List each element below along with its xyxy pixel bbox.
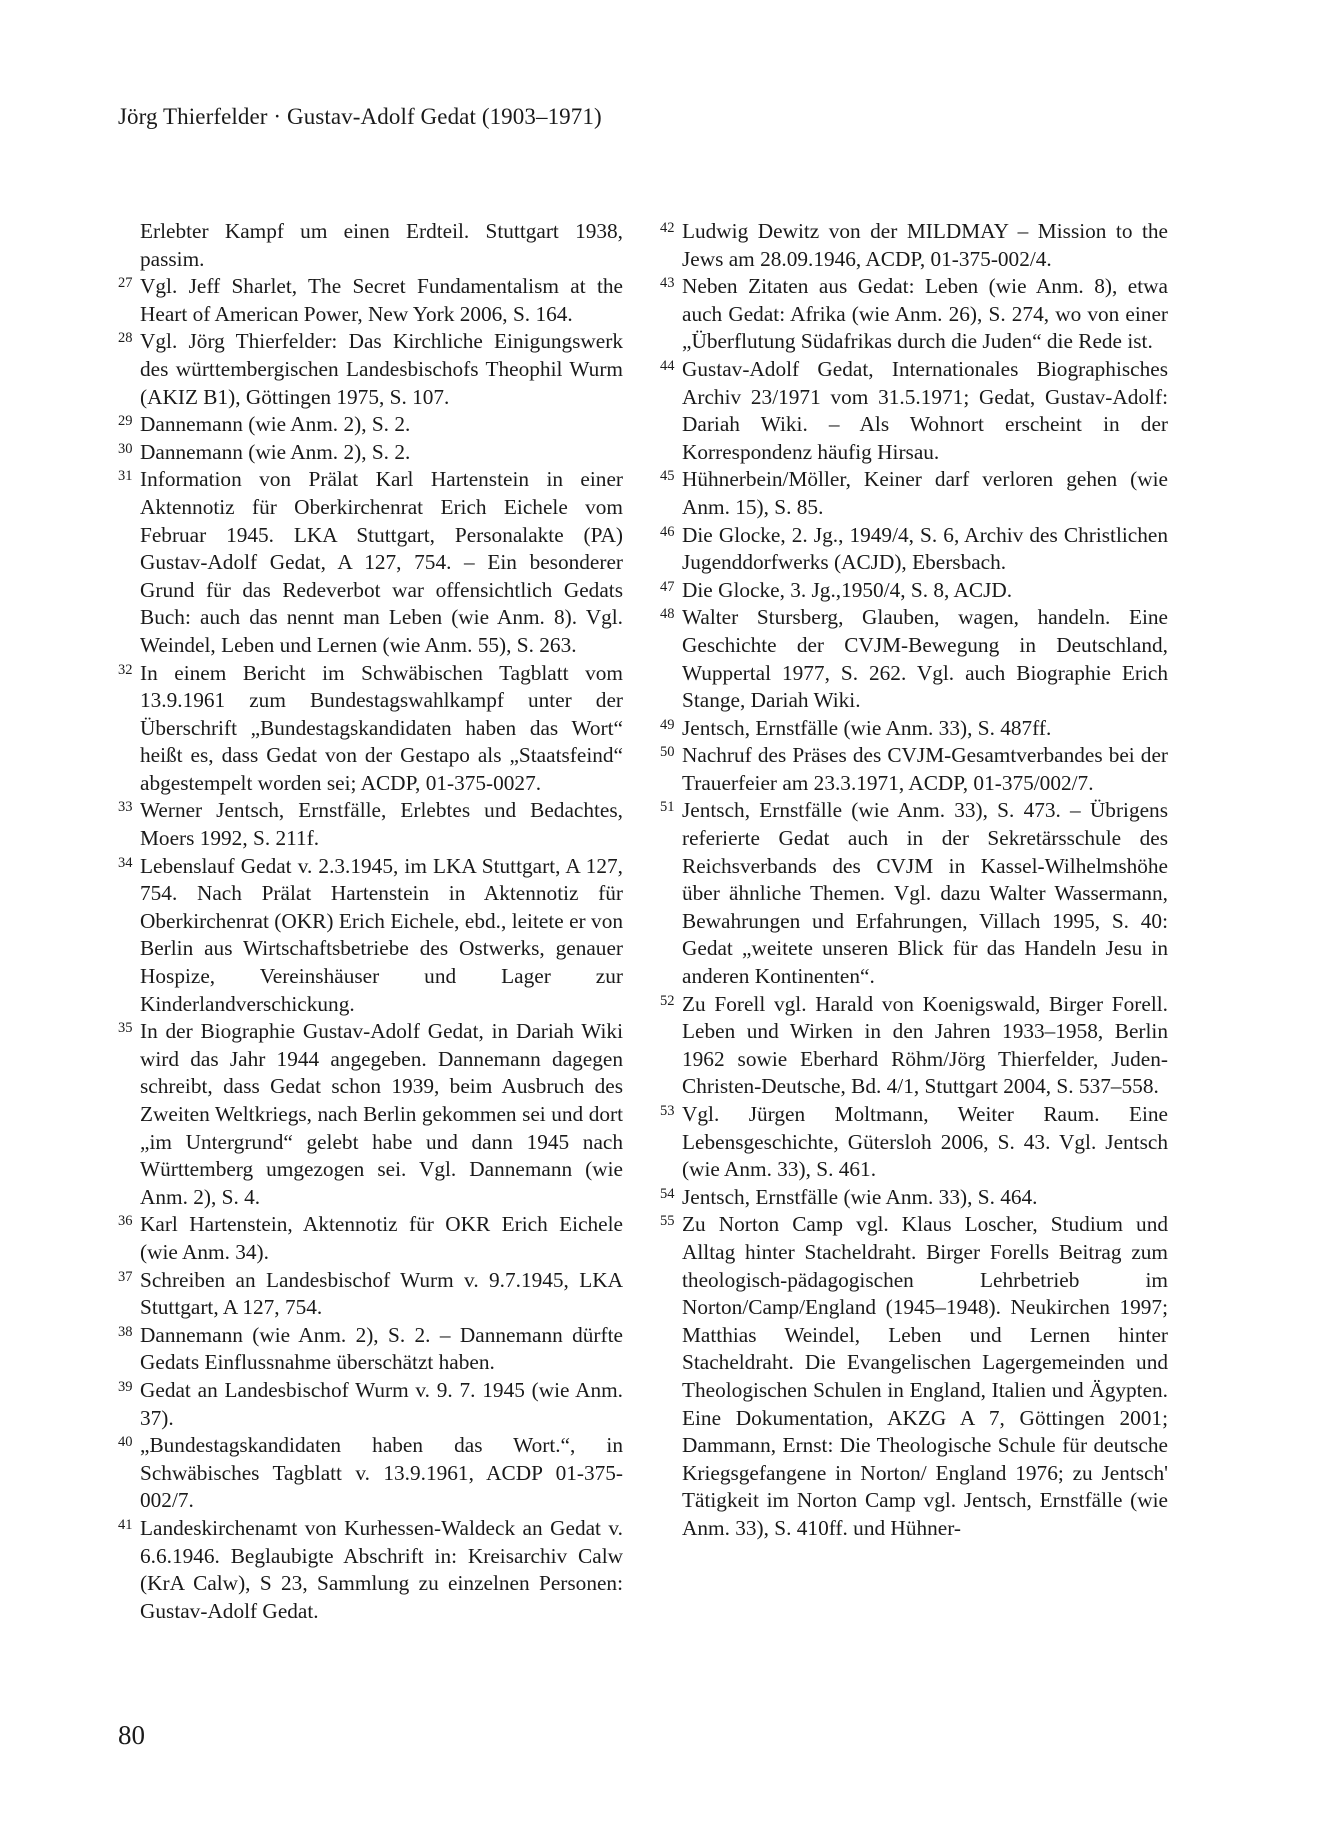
- footnote-53: [660, 1101, 1168, 1184]
- footnote-45: [660, 466, 1168, 521]
- footnote-text: Lebenslauf Gedat v. 2.3.1945, im LKA Stuttgart, A 127, 754. Nach Prälat Hartenstein in Aktennotiz für Oberkirchenrat (OKR) Erich Eichele, ebd., leitete er von Berlin aus Wirtschaftsbetriebe des Ostwerks, genauer Hospize, Vereinshäuser und Lager zur Kinderlandverschickung.: [140, 853, 623, 1016]
- footnote-number: 29: [118, 413, 133, 430]
- footnote-37: [118, 1267, 623, 1322]
- footnote-text: Jentsch, Ernstfälle (wie Anm. 33), S. 487ff.: [682, 715, 1052, 740]
- footnote-text: Walter Stursberg, Glauben, wagen, handeln. Eine Geschichte der CVJM-Bewegung in Deutschland, Wuppertal 1977, S. 262. Vgl. auch Biographie Erich Stange, Dariah Wiki.: [682, 605, 1168, 713]
- footnote-text: Hühnerbein/Möller, Keiner darf verloren gehen (wie Anm. 15), S. 85.: [682, 467, 1168, 519]
- footnotes-right-column: [660, 218, 1168, 1543]
- footnote-38: [118, 1322, 623, 1377]
- footnote-number: 46: [660, 523, 675, 540]
- footnote-number: 28: [118, 330, 133, 347]
- running-head: Jörg Thierfelder · Gustav-Adolf Gedat (1903–1971): [118, 104, 602, 129]
- footnote-35: [118, 1018, 623, 1211]
- footnote-number: 53: [660, 1103, 675, 1119]
- footnote-number: 36: [118, 1213, 133, 1230]
- footnote-text: Gustav-Adolf Gedat, Internationales Biographisches Archiv 23/1971 vom 31.5.1971; Gedat, Gustav-Adolf: Dariah Wiki. – Als Wohnort erscheint in der Korrespondenz häufig Hirsau.: [682, 356, 1168, 464]
- footnote-number: 38: [118, 1323, 133, 1340]
- footnote-text: Die Glocke, 3. Jg.,1950/4, S. 8, ACJD.: [682, 577, 1013, 602]
- footnote-41: [118, 1515, 623, 1625]
- footnote-number: 27: [118, 275, 133, 292]
- footnote-text: Gedat an Landesbischof Wurm v. 9. 7. 1945 (wie Anm. 37).: [140, 1377, 623, 1430]
- footnote-number: 32: [118, 661, 133, 678]
- footnote-40: [118, 1432, 623, 1515]
- footnote-52: [660, 991, 1168, 1101]
- footnote-49: [660, 715, 1168, 743]
- footnote-text: Zu Forell vgl. Harald von Koenigswald, Birger Forell. Leben und Wirken in den Jahren 1933–1958, Berlin 1962 sowie Eberhard Röhm/Jörg Thierfelder, Juden-Christen-Deutsche, Bd. 4/1, Stuttgart 2004, S. 537–558.: [682, 991, 1168, 1099]
- footnote-text: Vgl. Jörg Thierfelder: Das Kirchliche Einigungswerk des württembergischen Landesbischofs Theophil Wurm (AKIZ B1), Göttingen 1975, S. 107.: [140, 329, 623, 409]
- footnote-number: 40: [118, 1434, 133, 1451]
- footnote-29: [118, 411, 623, 439]
- footnote-47: [660, 577, 1168, 605]
- footnote-text: Jentsch, Ernstfälle (wie Anm. 33), S. 473. – Übrigens referierte Gedat auch in der Sekretärsschule des Reichsverbands des CVJM in Kassel-Wilhelmshöhe über ähnliche Themen. Vgl. dazu Walter Wassermann, Bewahrungen und Erfahrungen, Villach 1995, S. 40: Gedat „weitete unseren Blick für das Handeln Jesu in anderen Kontinenten“.: [682, 798, 1168, 989]
- footnote-36: [118, 1211, 623, 1266]
- footnote-number: 33: [118, 799, 133, 816]
- footnote-54: [660, 1184, 1168, 1212]
- footnote-text: Nachruf des Präses des CVJM-Gesamtverbandes bei der Trauerfeier am 23.3.1971, ACDP, 01-375/002/7.: [682, 743, 1168, 795]
- footnote-text: Schreiben an Landesbischof Wurm v. 9.7.1945, LKA Stuttgart, A 127, 754.: [140, 1267, 623, 1320]
- footnote-48: [660, 604, 1168, 714]
- footnote-number: 44: [660, 357, 675, 374]
- footnote-number: 50: [660, 744, 675, 761]
- footnote-text: Vgl. Jeff Sharlet, The Secret Fundamentalism at the Heart of American Power, New York 2006, S. 164.: [140, 274, 623, 326]
- footnote-28: [118, 328, 623, 411]
- footnote-continuation: Erlebter Kampf um einen Erdteil. Stuttgart 1938, passim.: [140, 219, 623, 271]
- footnote-43: [660, 273, 1168, 356]
- footnote-number: 39: [118, 1378, 133, 1395]
- footnote-46: [660, 522, 1168, 577]
- footnote-42: [660, 218, 1168, 273]
- footnote-31: [118, 466, 623, 659]
- footnote-text: „Bundestagskandidaten haben das Wort.“, in Schwäbisches Tagblatt v. 13.9.1961, ACDP 01-375-002/7.: [140, 1433, 623, 1513]
- footnote-55: [660, 1211, 1168, 1542]
- footnote-number: 35: [118, 1020, 133, 1037]
- footnotes-left-column: [118, 218, 623, 1625]
- footnote-number: 45: [660, 468, 675, 485]
- footnote-text: Information von Prälat Karl Hartenstein in einer Aktennotiz für Oberkirchenrat Erich Eichele vom Februar 1945. LKA Stuttgart, Personalakte (PA) Gustav-Adolf Gedat, A 127, 754. – Ein besonderer Grund für das Redeverbot war offensichtlich Gedats Buch: auch das nennt man Leben (wie Anm. 8). Vgl. Weindel, Leben und Lernen (wie Anm. 55), S. 263.: [140, 467, 623, 657]
- footnote-number: 41: [118, 1516, 133, 1533]
- footnote-list-left: [118, 273, 623, 1625]
- footnote-text: Zu Norton Camp vgl. Klaus Loscher, Studium und Alltag hinter Stacheldraht. Birger Forells Beitrag zum theologisch-pädagogischen Lehrbetrieb im Norton/Camp/England (1945–1948). Neukirchen 1997; Matthias Weindel, Leben und Lernen hinter Stacheldraht. Die Evangelischen Lagergemeinden und Theologischen Schulen in England, Italien und Ägypten. Eine Dokumentation, AKZG A 7, Göttingen 2001; Dammann, Ernst: Die Theologische Schule für deutsche Kriegsgefangene in Norton/ England 1976; zu Jentsch' Tätigkeit im Norton Camp vgl. Jentsch, Ernstfälle (wie Anm. 33), S. 410ff. und Hühner-: [682, 1212, 1168, 1540]
- footnote-50: [660, 742, 1168, 797]
- footnote-text: Karl Hartenstein, Aktennotiz für OKR Erich Eichele (wie Anm. 34).: [140, 1212, 623, 1264]
- footnote-number: 49: [660, 716, 675, 733]
- footnote-number: 51: [660, 799, 675, 816]
- page-number: 80: [118, 1720, 145, 1750]
- footnote-27: [118, 273, 623, 328]
- footnote-44: [660, 356, 1168, 466]
- footnote-51: [660, 797, 1168, 990]
- footnote-number: 52: [660, 992, 675, 1009]
- footnote-text: Landeskirchenamt von Kurhessen-Waldeck an Gedat v. 6.6.1946. Beglaubigte Abschrift in: Kreisarchiv Calw (KrA Calw), S 23, Sammlung zu einzelnen Personen: Gustav-Adolf Gedat.: [140, 1515, 623, 1623]
- footnote-number: 31: [118, 468, 133, 485]
- footnote-number: 47: [660, 578, 675, 595]
- footnote-list-right: [660, 218, 1168, 1543]
- footnote-number: 48: [660, 606, 675, 623]
- footnote-text: Ludwig Dewitz von der MILDMAY – Mission to the Jews am 28.09.1946, ACDP, 01-375-002/4.: [682, 219, 1168, 271]
- footnote-number: 42: [660, 220, 675, 236]
- footnote-text: Dannemann (wie Anm. 2), S. 2.: [140, 439, 411, 464]
- footnote-number: 54: [660, 1185, 675, 1202]
- footnote-text: Dannemann (wie Anm. 2), S. 2. – Dannemann dürfte Gedats Einflussnahme überschätzt haben.: [140, 1322, 623, 1375]
- footnote-text: In der Biographie Gustav-Adolf Gedat, in Dariah Wiki wird das Jahr 1944 angegeben. Dannemann dagegen schreibt, dass Gedat schon 1939, beim Ausbruch des Zweiten Weltkriegs, nach Berlin gekommen sei und dort „im Untergrund“ gelebt habe und dann 1945 nach Württemberg umgezogen sei. Vgl. Dannemann (wie Anm. 2), S. 4.: [140, 1019, 623, 1209]
- footnote-32: [118, 660, 623, 798]
- footnote-text: Neben Zitaten aus Gedat: Leben (wie Anm. 8), etwa auch Gedat: Afrika (wie Anm. 26), S. 274, wo von einer „Überflutung Südafrikas durch die Juden“ die Rede ist.: [682, 274, 1168, 354]
- footnote-33: [118, 797, 623, 852]
- footnote-text: Jentsch, Ernstfälle (wie Anm. 33), S. 464.: [682, 1184, 1038, 1209]
- footnote-number: 34: [118, 854, 133, 871]
- footnote-number: 30: [118, 440, 133, 457]
- footnote-text: Vgl. Jürgen Moltmann, Weiter Raum. Eine Lebensgeschichte, Gütersloh 2006, S. 43. Vgl. Jentsch (wie Anm. 33), S. 461.: [682, 1102, 1168, 1182]
- footnote-text: In einem Bericht im Schwäbischen Tagblatt vom 13.9.1961 zum Bundestagswahlkampf unter der Überschrift „Bundestagskandidaten haben das Wort“ heißt es, dass Gedat von der Gestapo als „Staatsfeind“ abgestempelt worden sei; ACDP, 01-375-0027.: [140, 660, 623, 795]
- footnote-text: Dannemann (wie Anm. 2), S. 2.: [140, 412, 411, 437]
- footnote-34: [118, 853, 623, 1019]
- footnote-39: [118, 1377, 623, 1432]
- footnote-text: Die Glocke, 2. Jg., 1949/4, S. 6, Archiv des Christlichen Jugenddorfwerks (ACJD), Ebersbach.: [682, 522, 1168, 575]
- footnote-text: Werner Jentsch, Ernstfälle, Erlebtes und Bedachtes, Moers 1992, S. 211f.: [140, 798, 623, 851]
- footnote-number: 37: [118, 1268, 133, 1285]
- footnote-number: 43: [660, 275, 675, 292]
- footnote-number: 55: [660, 1213, 675, 1230]
- footnote-30: [118, 439, 623, 467]
